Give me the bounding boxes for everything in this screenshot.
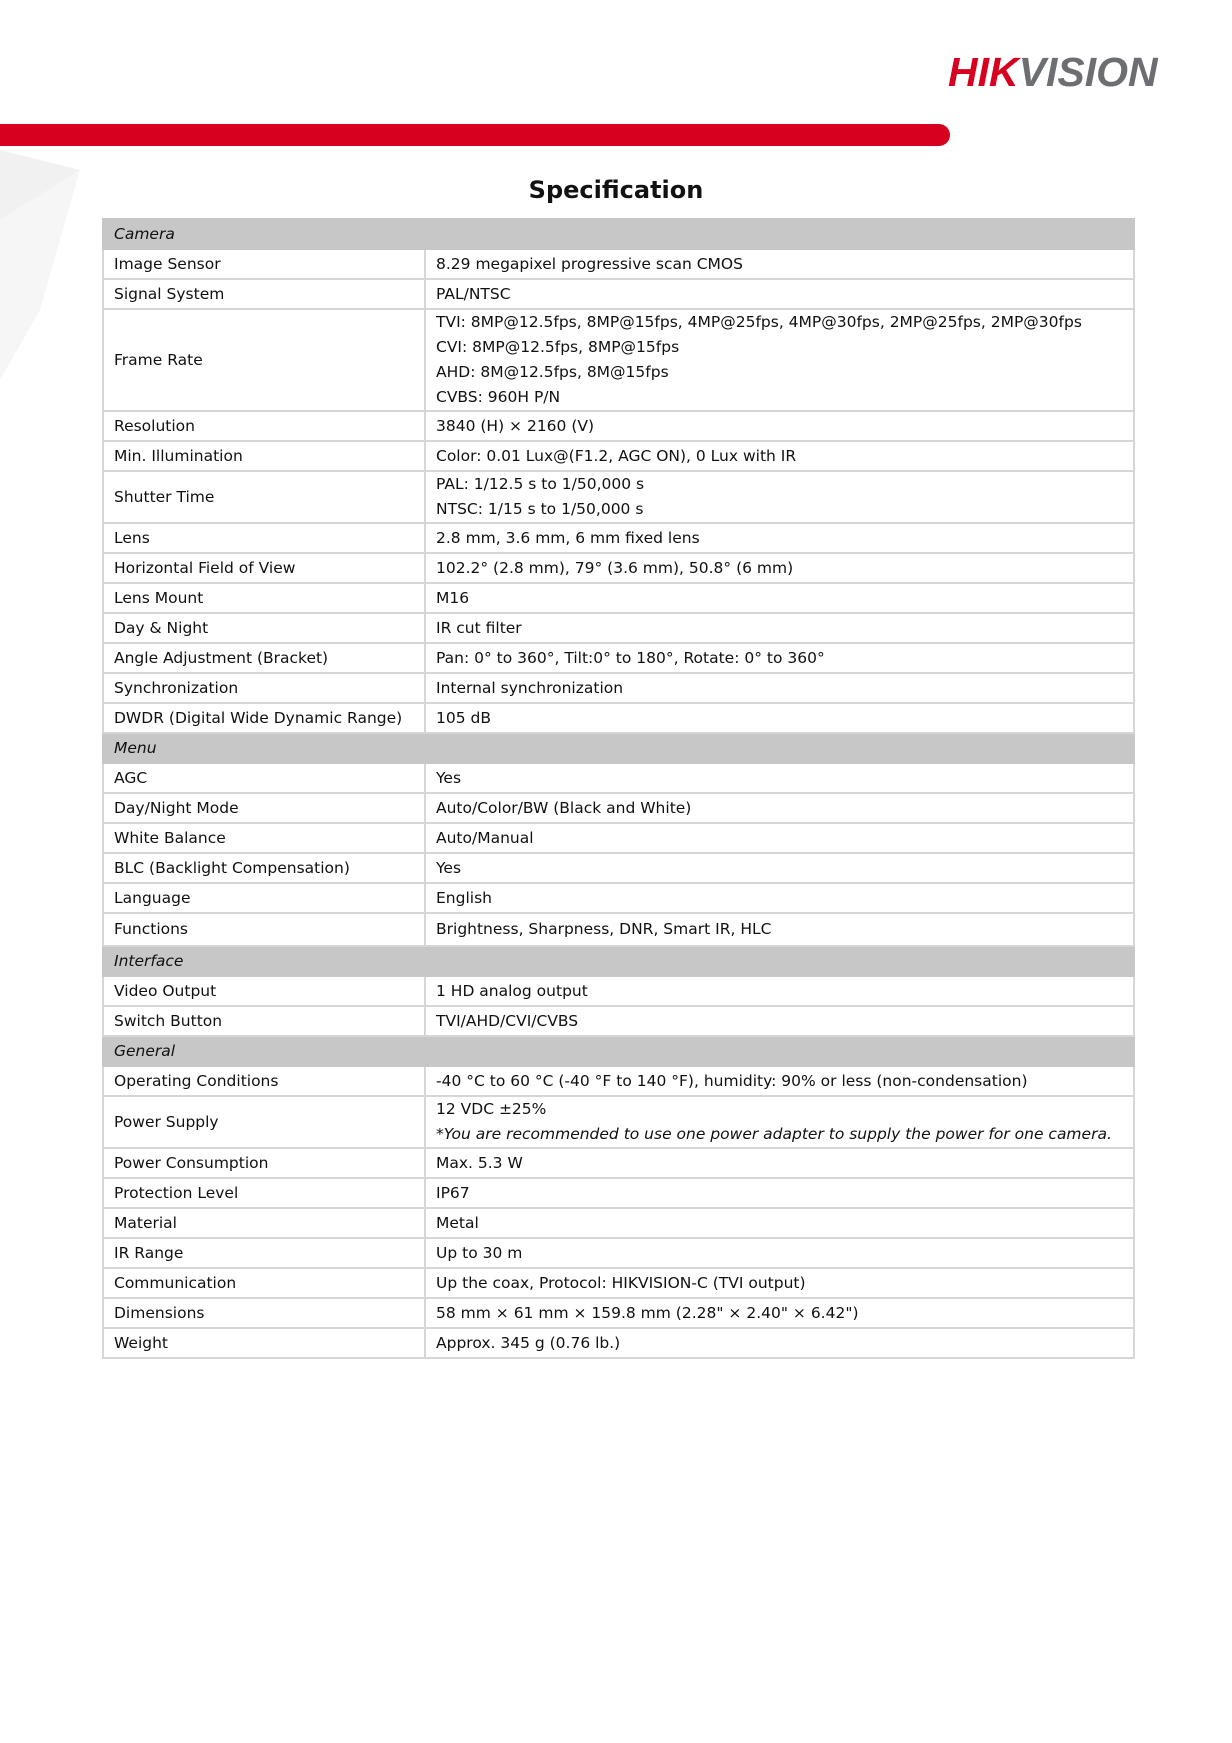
spec-value: 1 HD analog output bbox=[425, 976, 1134, 1006]
spec-label: Functions bbox=[103, 913, 425, 946]
spec-label: Day & Night bbox=[103, 613, 425, 643]
spec-value: Up to 30 m bbox=[425, 1238, 1134, 1268]
spec-label: Switch Button bbox=[103, 1006, 425, 1036]
table-row bbox=[103, 1238, 1134, 1268]
spec-label: Dimensions bbox=[103, 1298, 425, 1328]
table-row bbox=[103, 703, 1134, 733]
spec-value-line: 12 VDC ±25% bbox=[436, 1100, 547, 1118]
spec-label: Day/Night Mode bbox=[103, 793, 425, 823]
table-row bbox=[103, 309, 1134, 411]
spec-value bbox=[425, 309, 1134, 411]
table-row bbox=[103, 249, 1134, 279]
table-row bbox=[103, 471, 1134, 523]
spec-label: Video Output bbox=[103, 976, 425, 1006]
table-row bbox=[103, 613, 1134, 643]
table-row bbox=[103, 1298, 1134, 1328]
spec-value-line: CVI: 8MP@12.5fps, 8MP@15fps bbox=[436, 338, 680, 356]
table-row bbox=[103, 643, 1134, 673]
spec-value bbox=[425, 471, 1134, 523]
table-row bbox=[103, 673, 1134, 703]
spec-label: BLC (Backlight Compensation) bbox=[103, 853, 425, 883]
section-header bbox=[103, 1036, 1134, 1066]
table-row bbox=[103, 763, 1134, 793]
section-header bbox=[103, 946, 1134, 976]
spec-value: Up the coax, Protocol: HIKVISION-C (TVI output) bbox=[425, 1268, 1134, 1298]
spec-value: PAL/NTSC bbox=[425, 279, 1134, 309]
spec-value: Brightness, Sharpness, DNR, Smart IR, HLC bbox=[425, 913, 1134, 946]
spec-value: Metal bbox=[425, 1208, 1134, 1238]
spec-value: Yes bbox=[425, 763, 1134, 793]
spec-value: Color: 0.01 Lux@(F1.2, AGC ON), 0 Lux with IR bbox=[425, 441, 1134, 471]
spec-value: 58 mm × 61 mm × 159.8 mm (2.28" × 2.40" × 6.42") bbox=[425, 1298, 1134, 1328]
section-header bbox=[103, 733, 1134, 763]
table-row bbox=[103, 853, 1134, 883]
table-row bbox=[103, 1208, 1134, 1238]
table-row bbox=[103, 583, 1134, 613]
spec-value: Yes bbox=[425, 853, 1134, 883]
spec-note: *You are recommended to use one power adapter to supply the power for one camera. bbox=[436, 1125, 1112, 1143]
spec-label: Power Supply bbox=[103, 1096, 425, 1148]
spec-label: AGC bbox=[103, 763, 425, 793]
spec-label: Communication bbox=[103, 1268, 425, 1298]
table-row bbox=[103, 1006, 1134, 1036]
spec-label: Language bbox=[103, 883, 425, 913]
spec-value-line: PAL: 1/12.5 s to 1/50,000 s bbox=[436, 475, 645, 493]
spec-label: Material bbox=[103, 1208, 425, 1238]
spec-value: Internal synchronization bbox=[425, 673, 1134, 703]
table-row bbox=[103, 883, 1134, 913]
spec-value: 105 dB bbox=[425, 703, 1134, 733]
spec-value-line: NTSC: 1/15 s to 1/50,000 s bbox=[436, 500, 644, 518]
spec-value: Approx. 345 g (0.76 lb.) bbox=[425, 1328, 1134, 1358]
spec-value: English bbox=[425, 883, 1134, 913]
spec-value-line: CVBS: 960H P/N bbox=[436, 388, 561, 406]
table-row bbox=[103, 913, 1134, 946]
table-row bbox=[103, 1328, 1134, 1358]
section-title: Menu bbox=[103, 733, 1134, 763]
hikvision-logo bbox=[948, 49, 1158, 95]
section-title: Interface bbox=[103, 946, 1134, 976]
table-row bbox=[103, 823, 1134, 853]
header-red-bar bbox=[0, 124, 950, 146]
spec-label: Image Sensor bbox=[103, 249, 425, 279]
spec-value: TVI/AHD/CVI/CVBS bbox=[425, 1006, 1134, 1036]
table-row bbox=[103, 411, 1134, 441]
spec-label: DWDR (Digital Wide Dynamic Range) bbox=[103, 703, 425, 733]
table-row bbox=[103, 793, 1134, 823]
logo-part-vision: VISION bbox=[1018, 49, 1158, 95]
table-row bbox=[103, 553, 1134, 583]
section-header bbox=[103, 219, 1134, 249]
logo-part-hik: HIK bbox=[948, 49, 1019, 95]
table-row bbox=[103, 441, 1134, 471]
spec-value: Pan: 0° to 360°, Tilt:0° to 180°, Rotate: 0° to 360° bbox=[425, 643, 1134, 673]
table-row bbox=[103, 1178, 1134, 1208]
spec-label: Operating Conditions bbox=[103, 1066, 425, 1096]
spec-label: White Balance bbox=[103, 823, 425, 853]
spec-value: 8.29 megapixel progressive scan CMOS bbox=[425, 249, 1134, 279]
spec-value: 2.8 mm, 3.6 mm, 6 mm fixed lens bbox=[425, 523, 1134, 553]
spec-label: Power Consumption bbox=[103, 1148, 425, 1178]
spec-label: Protection Level bbox=[103, 1178, 425, 1208]
spec-label: Angle Adjustment (Bracket) bbox=[103, 643, 425, 673]
specification-table bbox=[102, 218, 1135, 1359]
spec-label: Lens Mount bbox=[103, 583, 425, 613]
section-title: Camera bbox=[103, 219, 1134, 249]
spec-value: -40 °C to 60 °C (-40 °F to 140 °F), humidity: 90% or less (non-condensation) bbox=[425, 1066, 1134, 1096]
table-row bbox=[103, 279, 1134, 309]
spec-label: IR Range bbox=[103, 1238, 425, 1268]
spec-label: Resolution bbox=[103, 411, 425, 441]
table-row bbox=[103, 976, 1134, 1006]
spec-value: Auto/Color/BW (Black and White) bbox=[425, 793, 1134, 823]
spec-label: Weight bbox=[103, 1328, 425, 1358]
spec-value: M16 bbox=[425, 583, 1134, 613]
spec-label: Shutter Time bbox=[103, 471, 425, 523]
spec-value: 102.2° (2.8 mm), 79° (3.6 mm), 50.8° (6 mm) bbox=[425, 553, 1134, 583]
page-title: Specification bbox=[528, 176, 704, 204]
spec-label: Min. Illumination bbox=[103, 441, 425, 471]
spec-value bbox=[425, 1096, 1134, 1148]
table-row bbox=[103, 1066, 1134, 1096]
spec-label: Frame Rate bbox=[103, 309, 425, 411]
spec-label: Horizontal Field of View bbox=[103, 553, 425, 583]
spec-value: Auto/Manual bbox=[425, 823, 1134, 853]
spec-label: Signal System bbox=[103, 279, 425, 309]
table-row bbox=[103, 523, 1134, 553]
table-row bbox=[103, 1148, 1134, 1178]
spec-value: IP67 bbox=[425, 1178, 1134, 1208]
spec-value: Max. 5.3 W bbox=[425, 1148, 1134, 1178]
spec-value-line: AHD: 8M@12.5fps, 8M@15fps bbox=[436, 363, 669, 381]
spec-value: 3840 (H) × 2160 (V) bbox=[425, 411, 1134, 441]
spec-label: Lens bbox=[103, 523, 425, 553]
spec-value-line: TVI: 8MP@12.5fps, 8MP@15fps, 4MP@25fps, 4MP@30fps, 2MP@25fps, 2MP@30fps bbox=[436, 313, 1082, 331]
spec-label: Synchronization bbox=[103, 673, 425, 703]
table-row bbox=[103, 1096, 1134, 1148]
table-row bbox=[103, 1268, 1134, 1298]
section-title: General bbox=[103, 1036, 1134, 1066]
spec-value: IR cut filter bbox=[425, 613, 1134, 643]
